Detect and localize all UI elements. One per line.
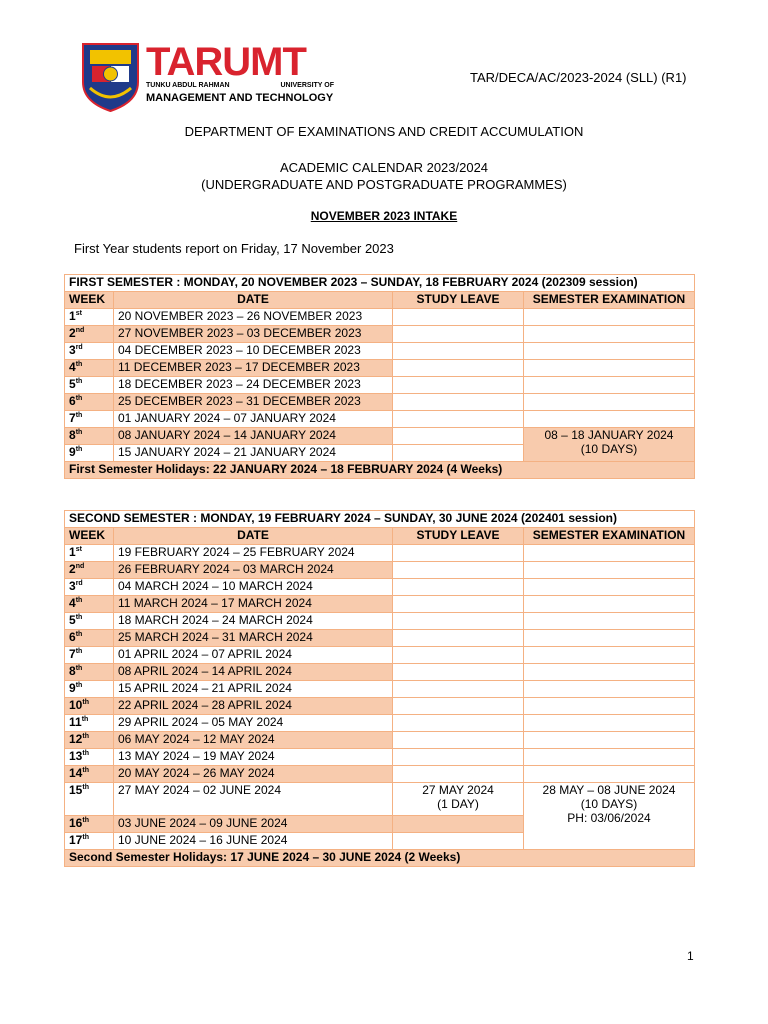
week-number-value: 6 <box>69 630 76 644</box>
week-date: 18 MARCH 2024 – 24 MARCH 2024 <box>114 613 393 630</box>
week-number-value: 2 <box>69 326 76 340</box>
week-number <box>65 698 114 715</box>
week-date: 22 APRIL 2024 – 28 APRIL 2024 <box>114 698 393 715</box>
week-number <box>65 445 114 462</box>
week-ordinal: th <box>82 699 89 706</box>
week-date: 18 DECEMBER 2023 – 24 DECEMBER 2023 <box>114 377 393 394</box>
exam-cell <box>524 545 695 562</box>
study-leave-cell <box>393 428 524 445</box>
table-row <box>65 309 695 326</box>
week-number-value: 3 <box>69 579 76 593</box>
table-row <box>65 326 695 343</box>
week-number-value: 14 <box>69 766 83 780</box>
exam-duration: (10 DAYS) <box>580 442 638 456</box>
week-date: 11 MARCH 2024 – 17 MARCH 2024 <box>114 596 393 613</box>
week-ordinal: th <box>75 429 83 436</box>
study-leave-cell <box>393 715 524 732</box>
week-header: WEEK <box>65 292 114 309</box>
holidays-row: First Semester Holidays: 22 JANUARY 2024 – 18 FEBRUARY 2024 (4 Weeks) <box>65 462 695 479</box>
holidays-row: Second Semester Holidays: 17 JUNE 2024 – 30 JUNE 2024 (2 Weeks) <box>65 850 695 867</box>
report-note: First Year students report on Friday, 17 November 2023 <box>74 241 394 256</box>
exam-cell <box>524 630 695 647</box>
exam-period-cell <box>524 783 695 850</box>
week-ordinal: th <box>75 412 83 419</box>
table-row <box>65 394 695 411</box>
exam-cell <box>524 562 695 579</box>
table-row <box>65 596 695 613</box>
study-leave-header: STUDY LEAVE <box>393 528 524 545</box>
week-number <box>65 749 114 766</box>
study-leave-cell <box>393 394 524 411</box>
week-ordinal: th <box>75 631 83 638</box>
week-number <box>65 816 114 833</box>
exam-header: SEMESTER EXAMINATION <box>524 528 695 545</box>
week-number <box>65 681 114 698</box>
university-logo <box>80 42 340 112</box>
week-ordinal: th <box>75 648 83 655</box>
logo-line1-left: TUNKU ABDUL RAHMAN <box>146 82 230 89</box>
study-leave-cell <box>393 309 524 326</box>
week-ordinal: th <box>75 597 83 604</box>
study-leave-cell <box>393 377 524 394</box>
study-leave-period-cell <box>393 783 524 816</box>
week-ordinal: th <box>81 716 89 723</box>
table-row <box>65 681 695 698</box>
table-row <box>65 698 695 715</box>
study-leave-cell <box>393 647 524 664</box>
week-number-value: 2 <box>69 562 76 576</box>
week-date: 27 MAY 2024 – 02 JUNE 2024 <box>114 783 393 816</box>
table-row <box>65 613 695 630</box>
week-ordinal: th <box>82 767 89 774</box>
table-row <box>65 630 695 647</box>
week-number <box>65 732 114 749</box>
exam-cell <box>524 766 695 783</box>
study-leave-cell <box>393 681 524 698</box>
week-date: 01 APRIL 2024 – 07 APRIL 2024 <box>114 647 393 664</box>
exam-cell <box>524 664 695 681</box>
week-number-value: 16 <box>69 816 83 830</box>
week-number-value: 10 <box>69 698 83 712</box>
week-date: 04 DECEMBER 2023 – 10 DECEMBER 2023 <box>114 343 393 360</box>
study-leave-cell <box>393 579 524 596</box>
table-row <box>65 766 695 783</box>
study-leave-cell <box>393 630 524 647</box>
week-number-value: 5 <box>69 613 76 627</box>
study-leave-cell <box>393 766 524 783</box>
study-leave-cell <box>393 596 524 613</box>
week-number-value: 15 <box>69 783 83 797</box>
week-number-value: 1 <box>69 309 76 323</box>
week-date: 26 FEBRUARY 2024 – 03 MARCH 2024 <box>114 562 393 579</box>
study-leave-cell <box>393 445 524 462</box>
exam-cell <box>524 377 695 394</box>
table-row <box>65 411 695 428</box>
week-date: 20 MAY 2024 – 26 MAY 2024 <box>114 766 393 783</box>
week-number-value: 11 <box>69 715 82 729</box>
exam-cell <box>524 681 695 698</box>
week-ordinal: th <box>75 361 83 368</box>
public-holiday-note: PH: 03/06/2024 <box>567 811 651 825</box>
table-row <box>65 428 695 445</box>
week-ordinal: th <box>75 378 83 385</box>
table-row <box>65 545 695 562</box>
week-number <box>65 664 114 681</box>
week-number-value: 13 <box>69 749 83 763</box>
week-date: 01 JANUARY 2024 – 07 JANUARY 2024 <box>114 411 393 428</box>
week-number-value: 1 <box>69 545 76 559</box>
semester-title: FIRST SEMESTER : MONDAY, 20 NOVEMBER 2023 – SUNDAY, 18 FEBRUARY 2024 (202309 session) <box>65 275 695 292</box>
exam-cell <box>524 343 695 360</box>
study-leave-cell <box>393 816 524 833</box>
week-date: 19 FEBRUARY 2024 – 25 FEBRUARY 2024 <box>114 545 393 562</box>
page-number: 1 <box>687 949 694 963</box>
week-date: 20 NOVEMBER 2023 – 26 NOVEMBER 2023 <box>114 309 393 326</box>
table-row <box>65 783 695 816</box>
week-ordinal: st <box>75 310 82 317</box>
week-number <box>65 360 114 377</box>
week-date: 25 MARCH 2024 – 31 MARCH 2024 <box>114 630 393 647</box>
semester-title: SECOND SEMESTER : MONDAY, 19 FEBRUARY 2024 – SUNDAY, 30 JUNE 2024 (202401 session) <box>65 511 695 528</box>
week-number <box>65 428 114 445</box>
week-number-value: 9 <box>69 445 76 459</box>
week-ordinal: rd <box>75 580 83 587</box>
study-leave-cell <box>393 732 524 749</box>
study-leave-cell <box>393 562 524 579</box>
intake-heading: NOVEMBER 2023 INTAKE <box>310 209 458 223</box>
week-header: WEEK <box>65 528 114 545</box>
second-semester-table <box>64 510 695 867</box>
week-number <box>65 394 114 411</box>
document-reference: TAR/DECA/AC/2023-2024 (SLL) (R1) <box>470 70 687 85</box>
week-number <box>65 343 114 360</box>
week-number <box>65 411 114 428</box>
week-ordinal: th <box>75 614 83 621</box>
exam-dates: 28 MAY – 08 JUNE 2024 <box>542 783 676 797</box>
study-leave-header: STUDY LEAVE <box>393 292 524 309</box>
week-number-value: 6 <box>69 394 76 408</box>
week-ordinal: th <box>75 665 83 672</box>
exam-cell <box>524 394 695 411</box>
study-leave-cell <box>393 833 524 850</box>
table-row <box>65 377 695 394</box>
week-date: 29 APRIL 2024 – 05 MAY 2024 <box>114 715 393 732</box>
table-row <box>65 664 695 681</box>
week-date: 15 JANUARY 2024 – 21 JANUARY 2024 <box>114 445 393 462</box>
week-date: 08 JANUARY 2024 – 14 JANUARY 2024 <box>114 428 393 445</box>
exam-cell <box>524 698 695 715</box>
exam-duration: (10 DAYS) <box>580 797 638 811</box>
week-number <box>65 833 114 850</box>
table-row <box>65 360 695 377</box>
exam-cell <box>524 360 695 377</box>
week-number-value: 4 <box>69 360 76 374</box>
week-number <box>65 579 114 596</box>
first-semester-table <box>64 274 695 479</box>
week-date: 27 NOVEMBER 2023 – 03 DECEMBER 2023 <box>114 326 393 343</box>
week-ordinal: th <box>82 750 89 757</box>
week-date: 08 APRIL 2024 – 14 APRIL 2024 <box>114 664 393 681</box>
study-leave-cell <box>393 545 524 562</box>
table-row <box>65 715 695 732</box>
calendar-title: ACADEMIC CALENDAR 2023/2024 <box>279 160 489 175</box>
week-number-value: 4 <box>69 596 76 610</box>
study-leave-cell <box>393 326 524 343</box>
table-row <box>65 562 695 579</box>
week-ordinal: th <box>82 817 89 824</box>
table-row <box>65 732 695 749</box>
week-ordinal: th <box>75 682 83 689</box>
table-row <box>65 647 695 664</box>
logo-brand: TARUMT <box>146 40 306 84</box>
week-number <box>65 545 114 562</box>
week-number <box>65 647 114 664</box>
week-number-value: 17 <box>69 833 83 847</box>
department-name: DEPARTMENT OF EXAMINATIONS AND CREDIT ACCUMULATION <box>184 124 584 139</box>
week-number-value: 7 <box>69 647 76 661</box>
table-row <box>65 579 695 596</box>
week-number <box>65 715 114 732</box>
week-ordinal: rd <box>75 344 83 351</box>
exam-cell <box>524 579 695 596</box>
week-date: 03 JUNE 2024 – 09 JUNE 2024 <box>114 816 393 833</box>
calendar-subtitle: (UNDERGRADUATE AND POSTGRADUATE PROGRAMMES) <box>201 177 567 192</box>
week-date: 25 DECEMBER 2023 – 31 DECEMBER 2023 <box>114 394 393 411</box>
week-number-value: 7 <box>69 411 76 425</box>
week-date: 10 JUNE 2024 – 16 JUNE 2024 <box>114 833 393 850</box>
study-leave-cell <box>393 749 524 766</box>
exam-cell <box>524 326 695 343</box>
study-leave-cell <box>393 411 524 428</box>
week-number <box>65 613 114 630</box>
study-leave-cell <box>393 343 524 360</box>
table-row <box>65 749 695 766</box>
week-number <box>65 783 114 816</box>
study-leave-cell <box>393 664 524 681</box>
exam-cell <box>524 309 695 326</box>
exam-header: SEMESTER EXAMINATION <box>524 292 695 309</box>
week-ordinal: st <box>75 546 82 553</box>
table-row <box>65 343 695 360</box>
week-ordinal: th <box>82 733 89 740</box>
week-ordinal: nd <box>75 563 85 570</box>
week-date: 13 MAY 2024 – 19 MAY 2024 <box>114 749 393 766</box>
study-leave-duration: (1 DAY) <box>437 797 479 811</box>
week-number-value: 5 <box>69 377 76 391</box>
week-number <box>65 562 114 579</box>
exam-dates: 08 – 18 JANUARY 2024 <box>544 428 674 442</box>
logo-line1-right: UNIVERSITY OF <box>280 82 334 89</box>
exam-cell <box>524 732 695 749</box>
study-leave-cell <box>393 698 524 715</box>
week-ordinal: th <box>75 446 83 453</box>
week-number <box>65 377 114 394</box>
week-ordinal: th <box>75 395 83 402</box>
week-ordinal: nd <box>75 327 85 334</box>
exam-cell <box>524 596 695 613</box>
exam-cell <box>524 613 695 630</box>
study-leave-date: 27 MAY 2024 <box>422 783 494 797</box>
week-ordinal: th <box>82 834 89 841</box>
week-number <box>65 766 114 783</box>
exam-cell <box>524 715 695 732</box>
exam-cell <box>524 647 695 664</box>
week-number <box>65 309 114 326</box>
week-date: 11 DECEMBER 2023 – 17 DECEMBER 2023 <box>114 360 393 377</box>
date-header: DATE <box>114 528 393 545</box>
exam-period-cell <box>524 428 695 462</box>
week-date: 06 MAY 2024 – 12 MAY 2024 <box>114 732 393 749</box>
study-leave-cell <box>393 360 524 377</box>
week-number-value: 8 <box>69 664 76 678</box>
week-number <box>65 596 114 613</box>
week-number <box>65 326 114 343</box>
date-header: DATE <box>114 292 393 309</box>
week-number-value: 9 <box>69 681 76 695</box>
exam-cell <box>524 749 695 766</box>
week-number-value: 3 <box>69 343 76 357</box>
week-number-value: 8 <box>69 428 76 442</box>
week-date: 15 APRIL 2024 – 21 APRIL 2024 <box>114 681 393 698</box>
study-leave-cell <box>393 613 524 630</box>
week-ordinal: th <box>82 784 89 791</box>
week-number-value: 12 <box>69 732 83 746</box>
logo-line2: MANAGEMENT AND TECHNOLOGY <box>146 92 334 104</box>
week-number <box>65 630 114 647</box>
week-date: 04 MARCH 2024 – 10 MARCH 2024 <box>114 579 393 596</box>
exam-cell <box>524 411 695 428</box>
